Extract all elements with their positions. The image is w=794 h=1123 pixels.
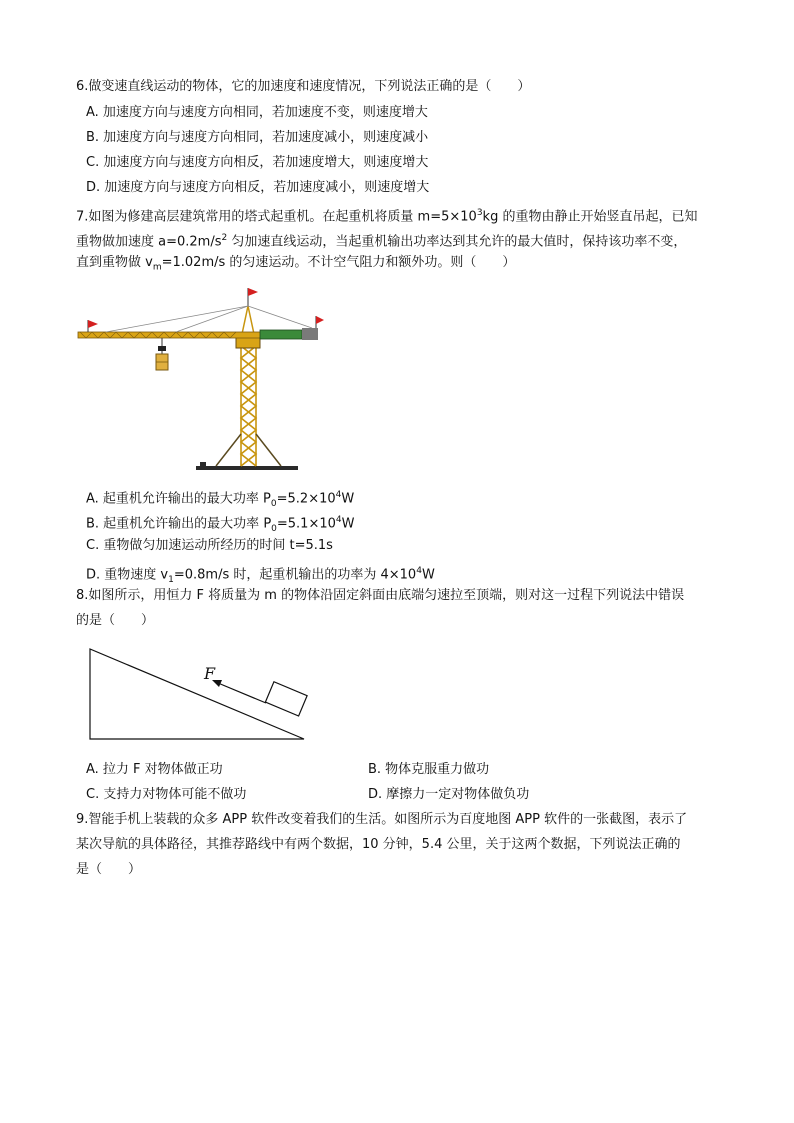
q7-option-a: A. 起重机允许输出的最大功率 $P_0=5.2\times 10^4W$ bbox=[86, 490, 355, 509]
q8-option-a: A. 拉力 F 对物体做正功 bbox=[86, 762, 223, 777]
top-flag bbox=[248, 288, 258, 296]
block bbox=[265, 682, 307, 716]
counter-jib bbox=[260, 330, 302, 339]
q6-option-d: D. 加速度方向与速度方向相反，若加速度减小，则速度增大 bbox=[86, 180, 430, 195]
tower-crane-figure bbox=[76, 284, 326, 476]
q7-stem-line2: 重物做加速度 $a=0.2m/s^2$ 匀加速直线运动，当起重机输出功率达到其允许的最大值时，保持该功率不变， bbox=[76, 233, 687, 250]
q7-stem-line3: 直到重物做 $v_m=1.02m/s$ 的匀速运动。不计空气阻力和额外功。则（ ） bbox=[76, 255, 516, 273]
q8-stem-line1: 8.如图所示，用恒力 F 将质量为 m 的物体沿固定斜面由底端匀速拉至顶端，则对这一过程下列说法中错误 bbox=[76, 588, 685, 603]
q8-option-c: C. 支持力对物体可能不做功 bbox=[86, 787, 247, 802]
q9-stem-line1: 9.智能手机上装载的众多 APP 软件改变着我们的生活。如图所示为百度地图 APP 软件的一张截图，表示了 bbox=[76, 812, 688, 827]
left-flag bbox=[88, 320, 98, 328]
q6-option-a: A. 加速度方向与速度方向相同，若加速度不变，则速度增大 bbox=[86, 105, 428, 120]
q9-stem-line2: 某次导航的具体路径，其推荐路线中有两个数据，10 分钟，5.4 公里，关于这两个数据，下列说法正确的 bbox=[76, 837, 681, 852]
crane-base bbox=[196, 466, 298, 470]
force-arrow bbox=[218, 683, 266, 703]
q6-option-c: C. 加速度方向与速度方向相反，若加速度增大，则速度增大 bbox=[86, 155, 429, 170]
q7-option-c: C. 重物做匀加速运动所经历的时间 t=5.1s bbox=[86, 538, 333, 553]
q7-stem-line1: 7.如图为修建高层建筑常用的塔式起重机。在起重机将质量 $m=5\times 10^3kg$ 的重物由静止开始竖直吊起，已知 bbox=[76, 208, 698, 225]
hook-block bbox=[158, 346, 166, 351]
q6-option-b: B. 加速度方向与速度方向相同，若加速度减小，则速度减小 bbox=[86, 130, 429, 145]
q8-option-d: D. 摩擦力一定对物体做负功 bbox=[368, 787, 530, 802]
crane-jib bbox=[78, 332, 262, 338]
q7-option-b: B. 起重机允许输出的最大功率 $P_0=5.1\times 10^4W$ bbox=[86, 515, 355, 534]
crane-mast bbox=[241, 346, 256, 466]
force-label: F bbox=[204, 664, 216, 683]
q8-option-b: B. 物体克服重力做功 bbox=[368, 762, 490, 777]
q7-option-d: D. 重物速度 $v_1=0.8m/s$ 时，起重机输出的功率为 $4\times 10^4W$ bbox=[86, 566, 435, 585]
q9-stem-line3: 是（ ） bbox=[76, 862, 142, 877]
counterweight bbox=[302, 328, 318, 340]
q8-stem-line2: 的是（ ） bbox=[76, 613, 155, 628]
right-flag bbox=[316, 316, 324, 324]
q6-stem: 6.做变速直线运动的物体，它的加速度和速度情况，下列说法正确的是（ ） bbox=[76, 79, 531, 94]
incline-figure bbox=[86, 645, 322, 745]
